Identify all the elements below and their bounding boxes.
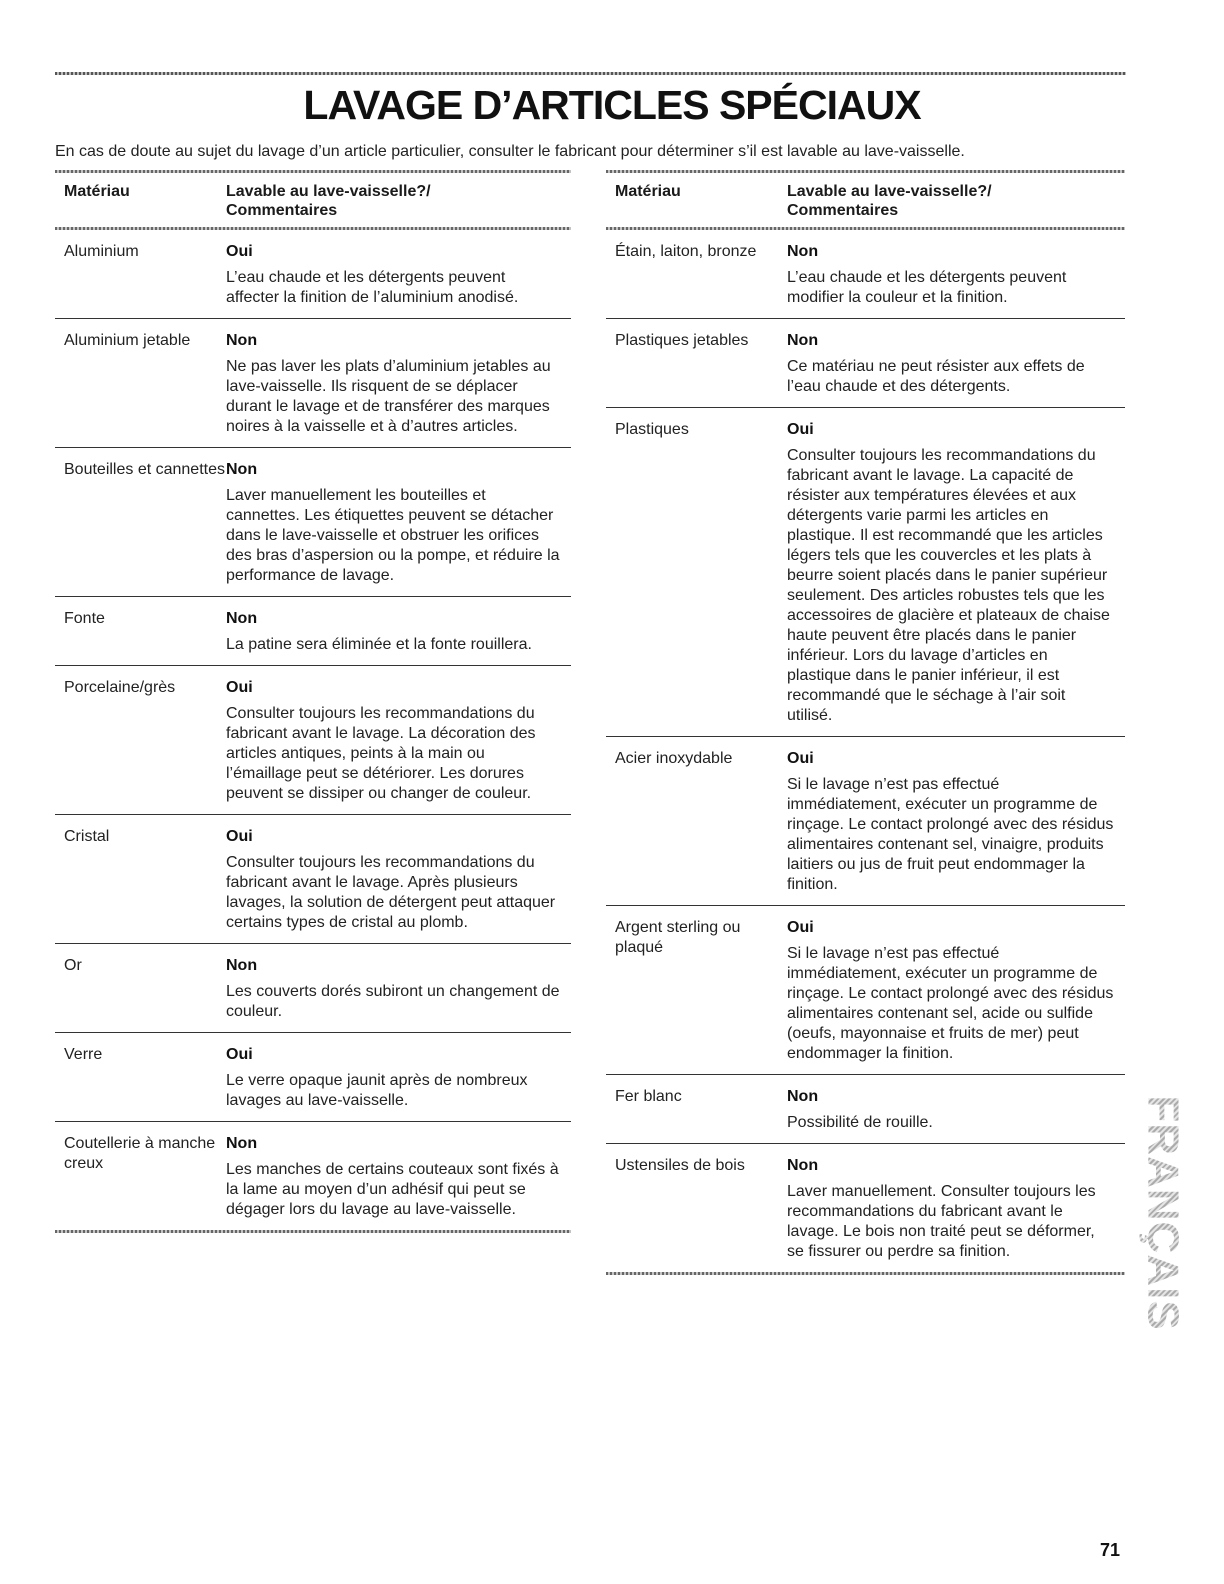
washable-verdict: Oui: [226, 828, 253, 845]
comment-cell: [787, 1075, 1125, 1143]
comment-text: L’eau chaude et les détergents peuvent affecter la finition de l’aluminium anodisé.: [226, 269, 519, 306]
washable-verdict: Oui: [787, 750, 814, 767]
material-cell: Or: [64, 957, 82, 974]
washable-verdict: Non: [226, 332, 258, 349]
table-row: [606, 1075, 1125, 1144]
table-row: [55, 944, 571, 1033]
washable-verdict: Non: [226, 461, 258, 478]
table-body: [606, 230, 1125, 1272]
page-title: LAVAGE D’ARTICLES SPÉCIAUX: [303, 82, 921, 128]
material-cell: Ustensiles de bois: [615, 1157, 745, 1174]
comment-cell: [787, 230, 1125, 318]
table-left: [55, 170, 571, 1233]
material-cell: Cristal: [64, 828, 110, 845]
intro-text: En cas de doute au sujet du lavage d’un article particulier, consulter le fabricant pour déterminer s’il est lavable au lave-vaisselle.: [55, 143, 965, 160]
page-number: 71: [1100, 1540, 1121, 1560]
material-cell: Aluminium: [64, 243, 139, 260]
header-material: Matériau: [64, 183, 130, 200]
comment-text: Les couverts dorés subiront un changement de couleur.: [226, 983, 560, 1020]
washable-verdict: Non: [787, 1088, 819, 1105]
comment-text: Les manches de certains couteaux sont fixés à la lame au moyen d’un adhésif qui peut se dégager lors du lavage au lave-vaisselle.: [226, 1161, 559, 1218]
table-body: [55, 230, 571, 1230]
washable-verdict: Oui: [787, 919, 814, 936]
material-cell: Bouteilles et cannettes: [64, 461, 225, 478]
comment-text: Si le lavage n’est pas effectué immédiatement, exécuter un programme de rinçage. Le contact prolongé avec des résidus alimentaires contenant sel, acide ou sulfide (oeufs, mayonnaise et fruits de mer) peut endommager la finition.: [787, 945, 1114, 1062]
comment-text: Ne pas laver les plats d’aluminium jetables au lave-vaisselle. Ils risquent de se déplacer durant le lavage et de transférer des marques noires à la vaisselle et à d’autres articles.: [226, 358, 551, 435]
comment-cell: [226, 1033, 571, 1121]
material-cell: Porcelaine/grès: [64, 679, 176, 696]
washable-verdict: Non: [226, 610, 258, 627]
comment-cell: [226, 230, 571, 318]
washable-verdict: Non: [787, 332, 819, 349]
table-bottom-rule: [606, 1272, 1125, 1275]
comment-text: Ce matériau ne peut résister aux effets de l’eau chaude et des détergents.: [787, 358, 1085, 395]
side-label-text: FRANÇAIS: [1139, 1095, 1189, 1331]
comment-text: La patine sera éliminée et la fonte rouillera.: [226, 636, 532, 653]
table-right: [606, 170, 1125, 1275]
table-row: [55, 1033, 571, 1122]
comment-text: Le verre opaque jaunit après de nombreux lavages au lave-vaisselle.: [226, 1072, 528, 1109]
comment-text: Consulter toujours les recommandations du fabricant avant le lavage. La capacité de résister aux températures élevées et aux détergents varie parmi les articles en plastique. Il est recommandé que les articles légers tels que les couvercles et les plats à beurre soient placés dans le panier supérieur seulement. Des articles robustes tels que les accessoires de glacière et plateaux de chaise haute peuvent être placés dans le panier inférieur. Lors du lavage d’articles en plastique dans le panier inférieur, il est recommandé que le séchage à l’air soit utilisé.: [787, 447, 1110, 724]
washable-verdict: Non: [226, 957, 258, 974]
table-row: [55, 666, 571, 815]
comment-text: L’eau chaude et les détergents peuvent modifier la couleur et la finition.: [787, 269, 1067, 306]
comment-cell: [226, 448, 571, 596]
comment-cell: [787, 1144, 1125, 1272]
comment-text: Laver manuellement. Consulter toujours les recommandations du fabricant avant le lavage. Le bois non traité peut se déformer, se fissurer ou perdre sa finition.: [787, 1183, 1096, 1260]
material-cell: Verre: [64, 1046, 103, 1063]
washable-verdict: Non: [787, 243, 819, 260]
table-row: [55, 319, 571, 448]
material-cell: Argent sterling ou plaqué: [615, 919, 741, 956]
table-header: [606, 173, 1125, 227]
material-cell: Coutellerie à manche creux: [64, 1135, 216, 1172]
comment-cell: [787, 906, 1125, 1074]
header-comment: Lavable au lave-vaisselle?/ Commentaires: [787, 183, 992, 219]
table-row: [55, 597, 571, 666]
comment-cell: [226, 815, 571, 943]
table-row: [606, 906, 1125, 1075]
comment-text: Consulter toujours les recommandations du fabricant avant le lavage. La décoration des articles antiques, peints à la main ou l’émaillage peut se détériorer. Les dorures peuvent se dissiper ou changer de couleur.: [226, 705, 536, 802]
material-cell: Aluminium jetable: [64, 332, 191, 349]
washable-verdict: Non: [787, 1157, 819, 1174]
top-rule: [55, 72, 1126, 75]
table-row: [55, 230, 571, 319]
material-cell: Plastiques: [615, 421, 689, 438]
table-row: [606, 230, 1125, 319]
washable-verdict: Non: [226, 1135, 258, 1152]
comment-cell: [787, 737, 1125, 905]
header-material: Matériau: [615, 183, 681, 200]
comment-text: Si le lavage n’est pas effectué immédiatement, exécuter un programme de rinçage. Le contact prolongé avec des résidus alimentaires contenant sel, vinaigre, produits laitiers ou jus de fruit peut endommager la finition.: [787, 776, 1114, 893]
comment-cell: [226, 944, 571, 1032]
table-row: [55, 1122, 571, 1230]
comment-cell: [226, 666, 571, 814]
comment-cell: [226, 1122, 571, 1230]
table-header: [55, 173, 571, 227]
washable-verdict: Oui: [787, 421, 814, 438]
comment-cell: [787, 319, 1125, 407]
material-cell: Fer blanc: [615, 1088, 682, 1105]
comment-text: Possibilité de rouille.: [787, 1114, 933, 1131]
table-bottom-rule: [55, 1230, 571, 1233]
comment-text: Consulter toujours les recommandations du fabricant avant le lavage. Après plusieurs lavages, la solution de détergent peut attaquer certains types de cristal au plomb.: [226, 854, 556, 931]
washable-verdict: Oui: [226, 243, 253, 260]
material-cell: Étain, laiton, bronze: [615, 243, 757, 260]
table-row: [606, 737, 1125, 906]
comment-text: Laver manuellement les bouteilles et cannettes. Les étiquettes peuvent se détacher dans le lave-vaisselle et obstruer les orifices des bras d’aspersion ou la pompe, et réduire la performance de lavage.: [226, 487, 560, 584]
comment-cell: [226, 319, 571, 447]
table-row: [606, 319, 1125, 408]
washable-verdict: Oui: [226, 679, 253, 696]
comment-cell: [787, 408, 1125, 736]
table-row: [55, 815, 571, 944]
language-side-label: [1137, 1085, 1189, 1341]
table-row: [55, 448, 571, 597]
material-cell: Acier inoxydable: [615, 750, 733, 767]
table-row: [606, 408, 1125, 737]
material-cell: Plastiques jetables: [615, 332, 749, 349]
comment-cell: [226, 597, 571, 665]
header-comment: Lavable au lave-vaisselle?/ Commentaires: [226, 183, 431, 219]
washable-verdict: Oui: [226, 1046, 253, 1063]
material-cell: Fonte: [64, 610, 105, 627]
table-row: [606, 1144, 1125, 1272]
